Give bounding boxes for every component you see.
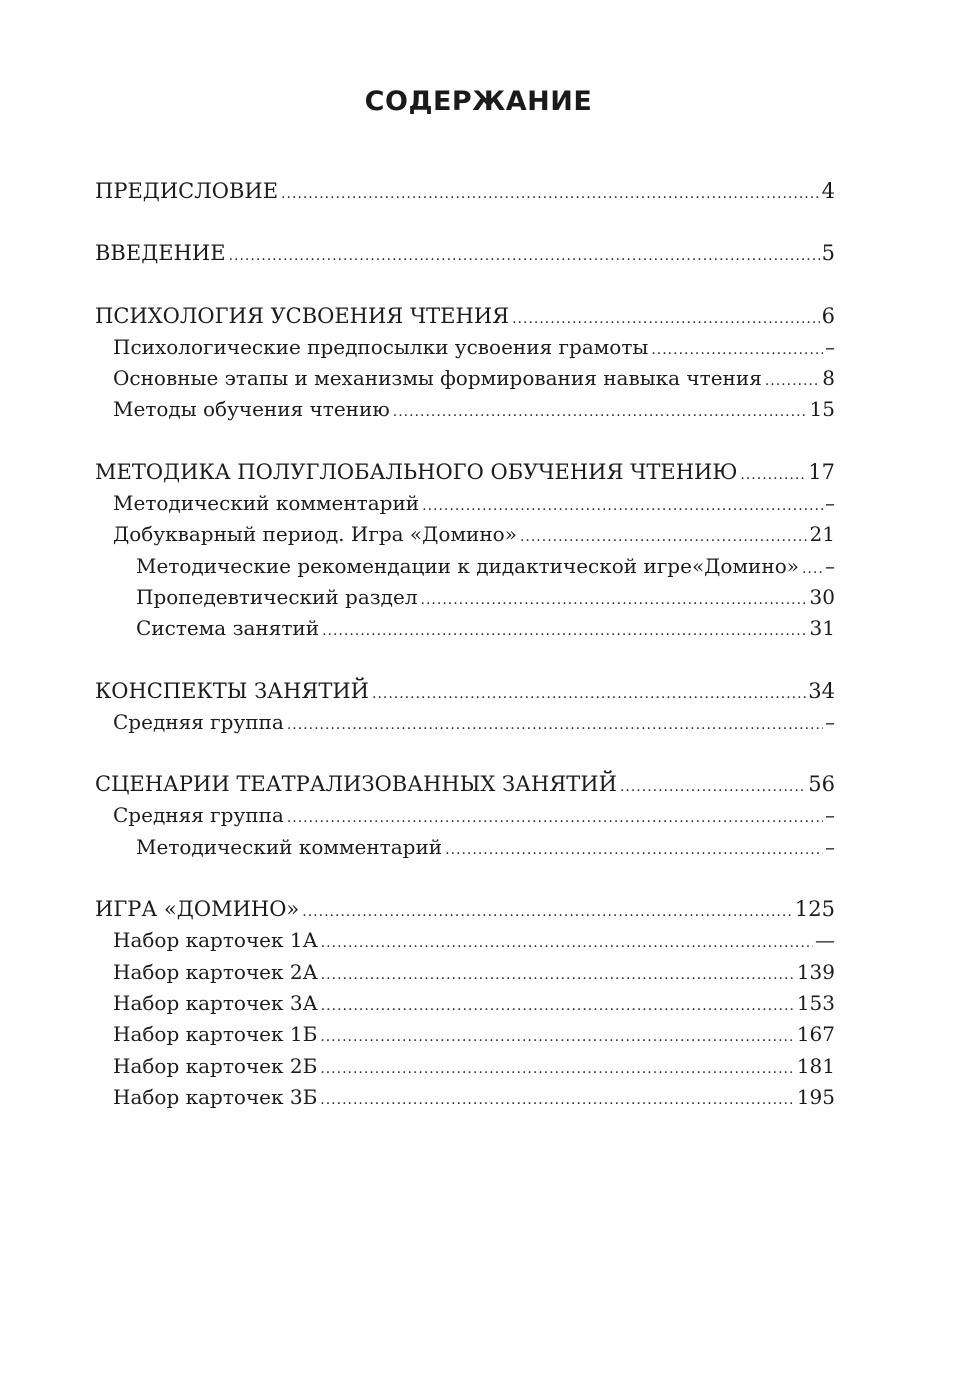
toc-dot-leader	[372, 679, 806, 710]
toc-entry-label: Психологические предпосылки усвоения грамоты	[113, 334, 649, 359]
toc-entry-label: ПСИХОЛОГИЯ УСВОЕНИЯ ЧТЕНИЯ	[95, 303, 510, 328]
toc-entry	[95, 1051, 835, 1082]
toc-entry-label: Методический комментарий	[136, 834, 443, 859]
toc-entry	[95, 1019, 835, 1050]
toc-dot-leader	[302, 897, 793, 928]
toc-entry-label: Методы обучения чтению	[113, 397, 390, 422]
toc-page-number: –	[825, 553, 835, 578]
toc-page-number: 167	[796, 1022, 835, 1047]
toc-page-number: –	[825, 803, 835, 828]
toc-page-number: 195	[796, 1084, 835, 1109]
toc-page-number: —	[815, 928, 835, 953]
toc-dot-leader	[321, 991, 795, 1022]
page-title: СОДЕРЖАНИЕ	[364, 86, 593, 117]
toc-entry	[95, 301, 835, 332]
toc-entry	[95, 488, 835, 519]
toc-dot-leader	[512, 304, 820, 335]
toc-page-number: 34	[808, 678, 835, 703]
toc-page-number: 4	[821, 179, 835, 203]
toc-entry-label: Набор карточек 2А	[113, 959, 318, 984]
table-of-contents	[95, 176, 835, 1144]
toc-page-number: 6	[821, 303, 835, 328]
toc-entry-label: Основные этапы и механизмы формирования навыка чтения	[113, 366, 762, 391]
toc-entry	[95, 332, 835, 363]
toc-section	[95, 176, 835, 207]
toc-entry	[95, 769, 835, 800]
toc-page-number: 125	[794, 897, 835, 922]
toc-page-number: 139	[796, 959, 835, 984]
toc-entry-label: Средняя группа	[113, 709, 284, 734]
toc-entry-label: МЕТОДИКА ПОЛУГЛОБАЛЬНОГО ОБУЧЕНИЯ ЧТЕНИЮ	[95, 459, 738, 484]
toc-dot-leader	[320, 1022, 795, 1053]
toc-entry	[95, 457, 835, 488]
toc-entry	[95, 582, 835, 613]
toc-dot-leader	[422, 491, 823, 522]
toc-entry-label: Набор карточек 1А	[113, 928, 318, 953]
toc-page-number: 21	[809, 522, 835, 547]
toc-dot-leader	[281, 179, 820, 210]
toc-dot-leader	[421, 585, 808, 616]
toc-entry	[95, 832, 835, 863]
toc-dot-leader	[229, 241, 820, 272]
toc-dot-leader	[445, 835, 823, 866]
toc-section	[95, 676, 835, 739]
toc-entry	[95, 925, 835, 956]
toc-entry	[95, 613, 835, 644]
toc-page-number: –	[825, 834, 835, 859]
toc-entry-label: Методические рекомендации к дидактической игре«Домино»	[136, 553, 799, 578]
toc-dot-leader	[287, 710, 823, 741]
toc-entry	[95, 363, 835, 394]
toc-page-number: 56	[808, 772, 835, 797]
toc-dot-leader	[320, 1085, 795, 1116]
toc-section	[95, 301, 835, 426]
toc-dot-leader	[620, 772, 806, 803]
toc-entry	[95, 676, 835, 707]
toc-dot-leader	[393, 397, 808, 428]
toc-dot-leader	[322, 616, 807, 647]
toc-page-number: 153	[796, 990, 835, 1015]
toc-entry	[95, 394, 835, 425]
toc-page-number: 31	[809, 616, 835, 641]
toc-entry-label: Набор карточек 3Б	[113, 1084, 318, 1109]
toc-entry	[95, 707, 835, 738]
toc-page-number: 15	[809, 397, 835, 422]
toc-page-number: –	[825, 709, 835, 734]
toc-page-number: 8	[822, 366, 835, 391]
toc-entry	[95, 176, 835, 207]
toc-page-number: 5	[821, 241, 835, 266]
toc-section	[95, 894, 835, 1113]
toc-entry-label: Добукварный период. Игра «Домино»	[113, 522, 517, 547]
toc-entry-label: Набор карточек 3А	[113, 990, 318, 1015]
toc-entry	[95, 957, 835, 988]
toc-page-number: –	[825, 334, 835, 359]
toc-entry-label: Набор карточек 1Б	[113, 1022, 318, 1047]
toc-entry	[95, 894, 835, 925]
toc-dot-leader	[651, 335, 823, 366]
toc-dot-leader	[520, 522, 808, 553]
toc-section	[95, 457, 835, 645]
toc-dot-leader	[287, 803, 823, 834]
toc-dot-leader	[802, 554, 823, 585]
toc-dot-leader	[740, 460, 806, 491]
toc-section	[95, 238, 835, 269]
toc-dot-leader	[765, 366, 820, 397]
toc-entry	[95, 551, 835, 582]
toc-entry-label: ИГРА «ДОМИНО»	[95, 897, 300, 922]
toc-page-number: 17	[808, 459, 835, 484]
toc-entry-label: СЦЕНАРИИ ТЕАТРАЛИЗОВАННЫХ ЗАНЯТИЙ	[95, 772, 617, 797]
toc-entry	[95, 519, 835, 550]
toc-dot-leader	[321, 960, 795, 991]
toc-entry-label: ВВЕДЕНИЕ	[95, 241, 226, 266]
toc-entry-label: Методический комментарий	[113, 491, 420, 516]
toc-entry-label: ПРЕДИСЛОВИЕ	[95, 179, 279, 203]
toc-dot-leader	[321, 928, 813, 959]
toc-page-number: 181	[796, 1053, 835, 1078]
toc-entry	[95, 1082, 835, 1113]
toc-page-number: 30	[809, 584, 835, 609]
toc-entry	[95, 988, 835, 1019]
toc-dot-leader	[320, 1054, 795, 1085]
toc-entry-label: Средняя группа	[113, 803, 284, 828]
toc-entry	[95, 800, 835, 831]
toc-entry	[95, 238, 835, 269]
toc-entry-label: Система занятий	[136, 616, 320, 641]
toc-entry-label: Пропедевтический раздел	[136, 584, 418, 609]
toc-page-number: –	[825, 491, 835, 516]
toc-entry-label: КОНСПЕКТЫ ЗАНЯТИЙ	[95, 678, 369, 703]
toc-section	[95, 769, 835, 863]
toc-entry-label: Набор карточек 2Б	[113, 1053, 318, 1078]
